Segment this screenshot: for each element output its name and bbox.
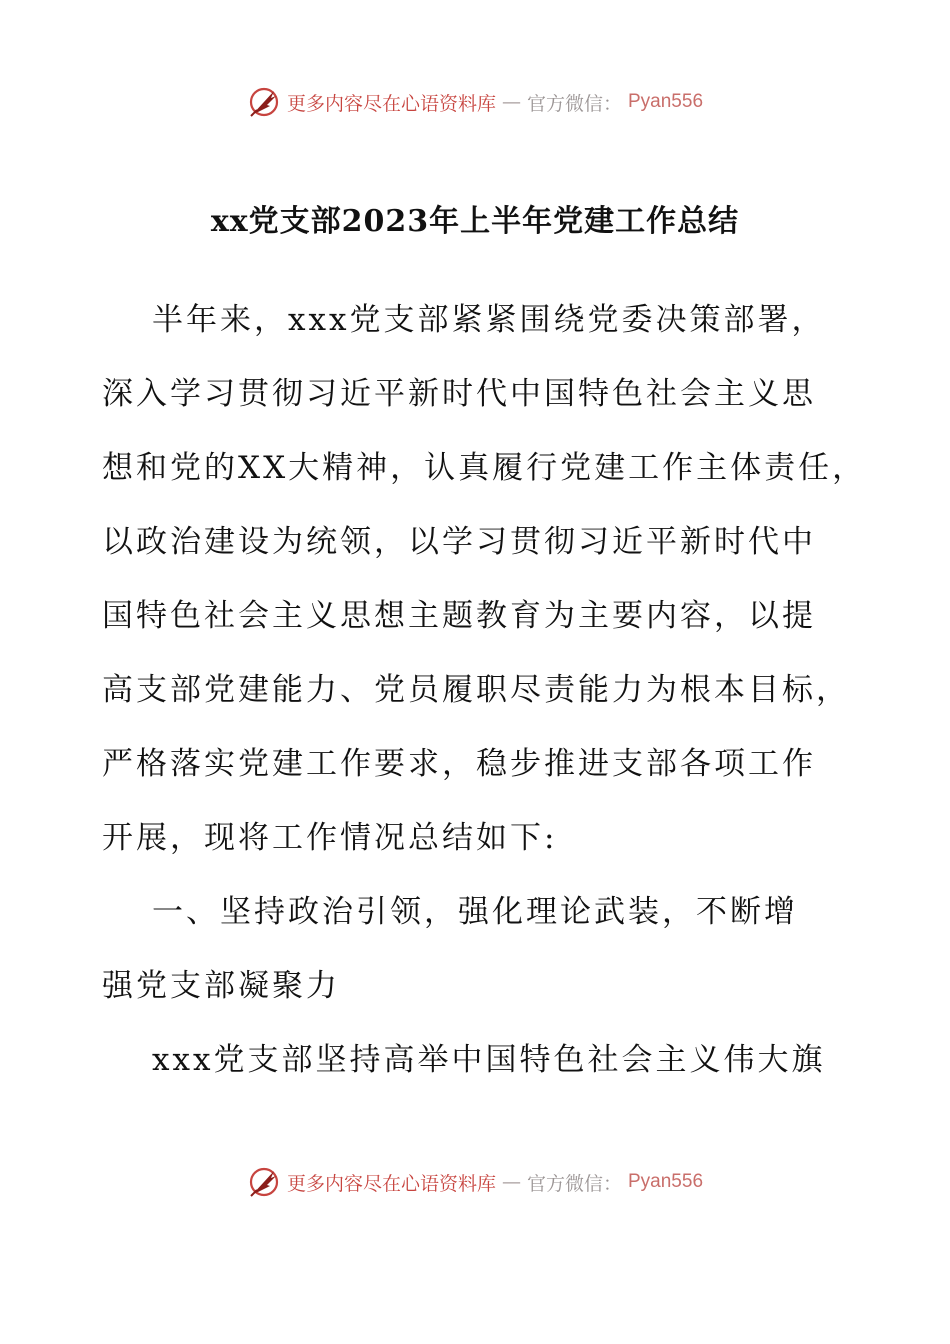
banner-separator: — <box>501 1171 521 1193</box>
banner-wechat-label: 官方微信： <box>526 92 622 115</box>
body-line: 深入学习贯彻习近平新时代中国特色社会主义思 <box>102 376 816 412</box>
banner-wechat-id: Pyan556 <box>628 1171 704 1192</box>
quill-pen-logo-icon <box>247 85 281 119</box>
body-line: 国特色社会主义思想主题教育为主要内容，以提 <box>102 598 816 634</box>
body-line: 半年来，xxx党支部紧紧围绕党委决策部署， <box>152 302 826 338</box>
banner-text: 更多内容尽在心语资料库 <box>286 92 496 115</box>
banner-text: 更多内容尽在心语资料库 <box>286 1172 496 1195</box>
banner-wechat-id: Pyan556 <box>628 91 704 112</box>
section-heading-continued: 强党支部凝聚力 <box>102 968 340 1004</box>
body-line: 开展，现将工作情况总结如下: <box>102 820 558 856</box>
body-line: 高支部党建能力、党员履职尽责能力为根本目标， <box>102 672 850 708</box>
document-title: xx党支部2023年上半年党建工作总结 <box>210 204 740 239</box>
header-banner <box>0 82 950 122</box>
footer-banner <box>0 1162 950 1202</box>
quill-pen-logo-icon <box>247 1165 281 1199</box>
banner-wechat-label: 官方微信： <box>526 1172 622 1195</box>
body-line: xxx党支部坚持高举中国特色社会主义伟大旗 <box>152 1042 826 1078</box>
section-heading: 一、坚持政治引领，强化理论武装，不断增 <box>152 894 798 930</box>
body-line: 以政治建设为统领，以学习贯彻习近平新时代中 <box>102 524 816 560</box>
body-line: 想和党的XX大精神，认真履行党建工作主体责任， <box>102 450 867 486</box>
banner-separator: — <box>501 91 521 113</box>
body-line: 严格落实党建工作要求，稳步推进支部各项工作 <box>102 746 816 782</box>
